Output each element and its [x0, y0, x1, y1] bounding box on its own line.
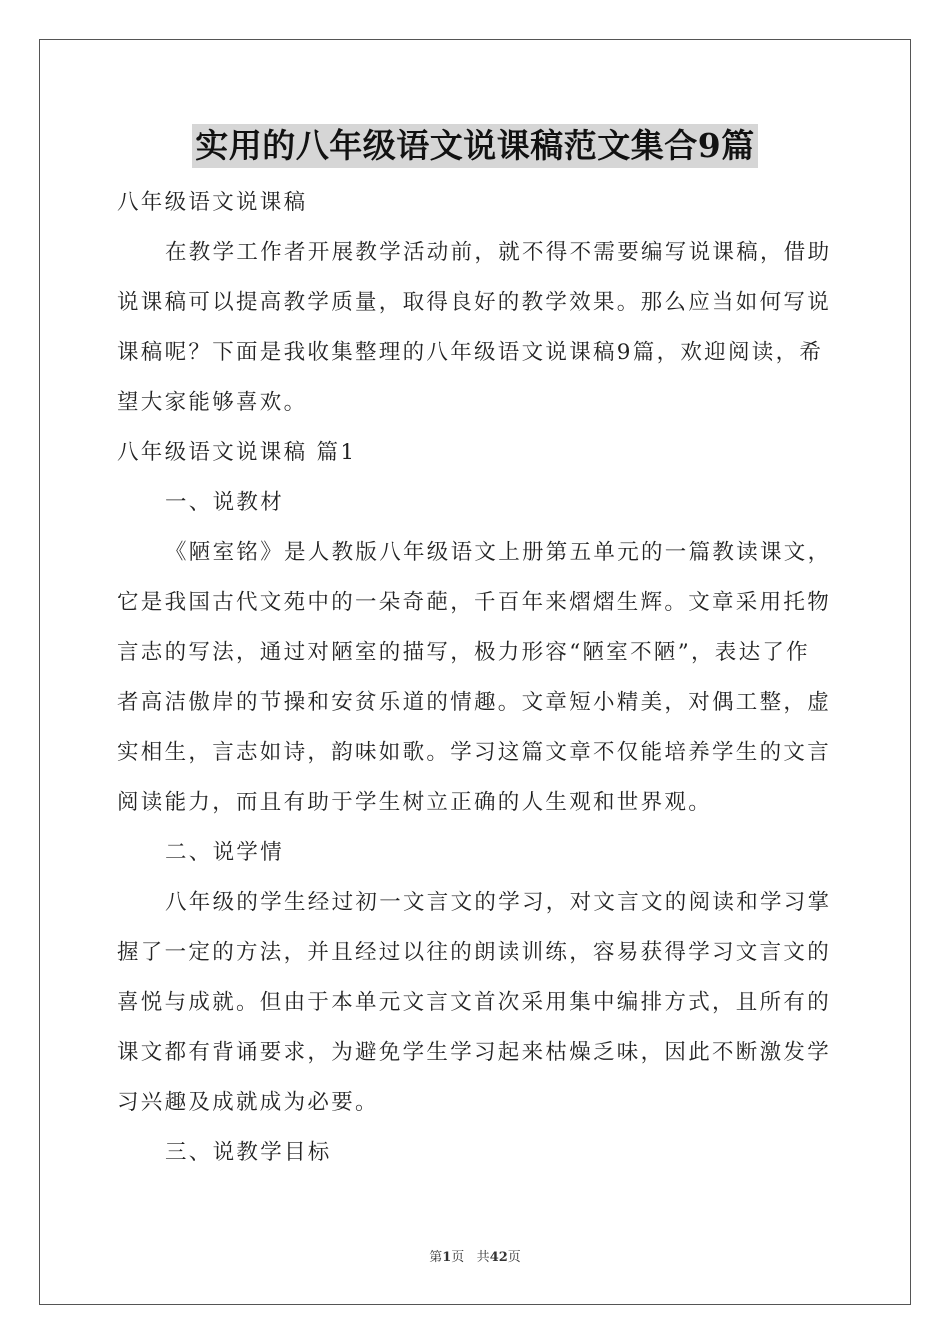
title-area [0, 124, 950, 168]
body-line: 它是我国古代文苑中的一朵奇葩，千百年来熠熠生辉。文章采用托物 [117, 590, 832, 615]
body-line: 课稿呢？下面是我收集整理的八年级语文说课稿9篇，欢迎阅读，希 [117, 340, 824, 365]
body-line: 在教学工作者开展教学活动前，就不得不需要编写说课稿，借助 [165, 240, 832, 265]
section-heading: 八年级语文说课稿 篇1 [117, 440, 357, 465]
document-title: 实用的八年级语文说课稿范文集合9篇 [192, 124, 757, 168]
document-body [117, 178, 833, 1178]
body-line: 言志的写法，通过对陋室的描写，极力形容“陋室不陋”，表达了作 [117, 640, 810, 665]
page-footer [0, 1246, 950, 1265]
subsection-heading: 二、说学情 [165, 840, 285, 865]
body-line: 课文都有背诵要求，为避免学生学习起来枯燥乏味，因此不断激发学 [117, 1040, 832, 1065]
body-line: 喜悦与成就。但由于本单元文言文首次采用集中编排方式，且所有的 [117, 990, 832, 1015]
body-line: 八年级的学生经过初一文言文的学习，对文言文的阅读和学习掌 [165, 890, 832, 915]
page-prefix: 第 [429, 1250, 443, 1265]
body-line: 八年级语文说课稿 [117, 190, 308, 215]
total-pages: 42 [489, 1250, 508, 1265]
body-line: 说课稿可以提高教学质量，取得良好的教学效果。那么应当如何写说 [117, 290, 832, 315]
body-line: 者高洁傲岸的节操和安贫乐道的情趣。文章短小精美，对偶工整，虚 [117, 690, 832, 715]
subsection-heading: 一、说教材 [165, 490, 285, 515]
body-line: 阅读能力，而且有助于学生树立正确的人生观和世界观。 [117, 790, 713, 815]
body-line: 握了一定的方法，并且经过以往的朗读训练，容易获得学习文言文的 [117, 940, 832, 965]
body-line: 望大家能够喜欢。 [117, 390, 308, 415]
page-number: 1 [442, 1250, 452, 1265]
page-suffix: 页 [451, 1250, 465, 1265]
total-prefix: 共 [476, 1250, 490, 1265]
body-line: 《陋室铭》是人教版八年级语文上册第五单元的一篇教读课文， [165, 540, 832, 565]
subsection-heading: 三、说教学目标 [165, 1140, 332, 1165]
body-line: 实相生，言志如诗，韵味如歌。学习这篇文章不仅能培养学生的文言 [117, 740, 832, 765]
total-suffix: 页 [507, 1250, 521, 1265]
body-line: 习兴趣及成就成为必要。 [117, 1090, 379, 1115]
